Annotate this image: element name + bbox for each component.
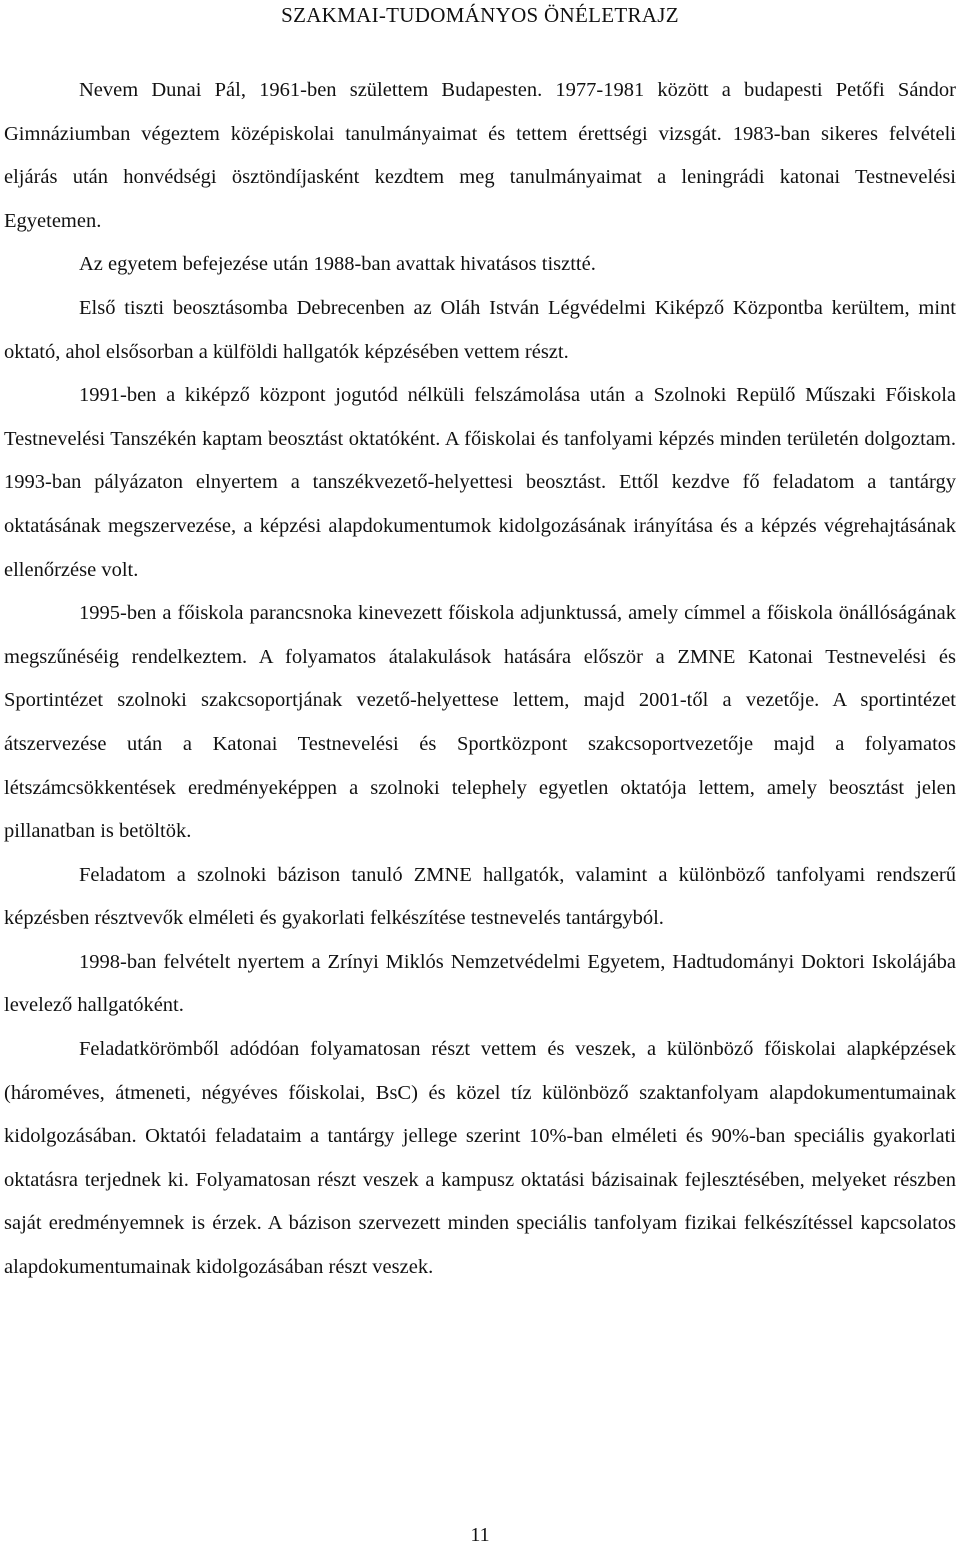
paragraph-graduation: Az egyetem befejezése után 1988-ban avattak hivatásos tisztté. [79,253,596,276]
paragraph-curriculum-work: Feladatkörömből adódóan folyamatosan részt vettem és veszek, a különböző főiskolai alapképzések (hároméves, átmeneti, négyéves főiskolai, BsC) és közel tíz különböző szaktanfolyam alapdokumentumainak kidolgozásában. Oktatói feladataim a tantárgy jellege szerint 10%-ban elméleti és 90%-ban speciális gyakorlati oktatásra terjednek ki. Folyamatosan részt veszek a kampusz oktatási bázisainak fejlesztésében, melyeket részben saját eredményemnek is érzek. A bázison szervezett minden speciális tanfolyam fizikai felkészítéssel kapcsolatos alapdokumentumainak kidolgozásában részt veszek. [4,1038,956,1279]
paragraph-personal-background: Nevem Dunai Pál, 1961-ben születtem Budapesten. 1977-1981 között a budapesti Petőfi Sándor Gimnáziumban végeztem középiskolai tanulmányaimat és tettem érettségi vizsgát. 1983-ban sikeres felvételi eljárás után honvédségi ösztöndíjasként kezdtem meg tanulmányaimat a leningrádi katonai Testnevelési Egyetemen. [4,79,956,232]
paragraph-first-assignment: Első tiszti beosztásomba Debrecenben az Oláh István Légvédelmi Kiképző Központba kerültem, mint oktató, ahol elsősorban a külföldi hallgatók képzésében vettem részt. [4,296,956,363]
paragraph-doctoral-school: 1998-ban felvételt nyertem a Zrínyi Miklós Nemzetvédelmi Egyetem, Hadtudományi Doktori Iskolájába levelező hallgatóként. [4,950,956,1017]
paragraph-szolnok-college: 1991-ben a kiképző központ jogutód nélküli felszámolása után a Szolnoki Repülő Műszaki Főiskola Testnevelési Tanszékén kaptam beosztást oktatóként. A főiskolai és tanfolyami képzés minden területén dolgoztam. 1993-ban pályázaton elnyertem a tanszékvezető-helyettesi beosztást. Ettől kezdve fő feladatom a tantárgy oktatásának megszervezése, a képzési alapdokumentumok kidolgozásának irányítása és a képzés végrehajtásának ellenőrzése volt. [4,384,956,581]
page-number: 11 [470,1524,490,1546]
document-body [4,69,956,1290]
paragraph-current-duties: Feladatom a szolnoki bázison tanuló ZMNE hallgatók, valamint a különböző tanfolyami rendszerű képzésben résztvevők elméleti és gyakorlati felkészítése testnevelés tantárgyból. [4,863,956,930]
document-title: SZAKMAI-TUDOMÁNYOS ÖNÉLETRAJZ [281,3,679,27]
paragraph-career-progress: 1995-ben a főiskola parancsnoka kinevezett főiskola adjunktussá, amely címmel a főiskola önállóságának megszűnéséig rendelkeztem. A folyamatos átalakulások hatására először a ZMNE Katonai Testnevelési és Sportintézet szolnoki szakcsoportjának vezető-helyettese lettem, majd 2001-től a vezetője. A sportintézet átszervezése után a Katonai Testnevelési és Sportközpont szakcsoportvezetője majd a folyamatos létszámcsökkentések eredményeképpen a szolnoki telephely egyetlen oktatója lettem, amely beosztást jelen pillanatban is betöltök. [4,602,956,843]
